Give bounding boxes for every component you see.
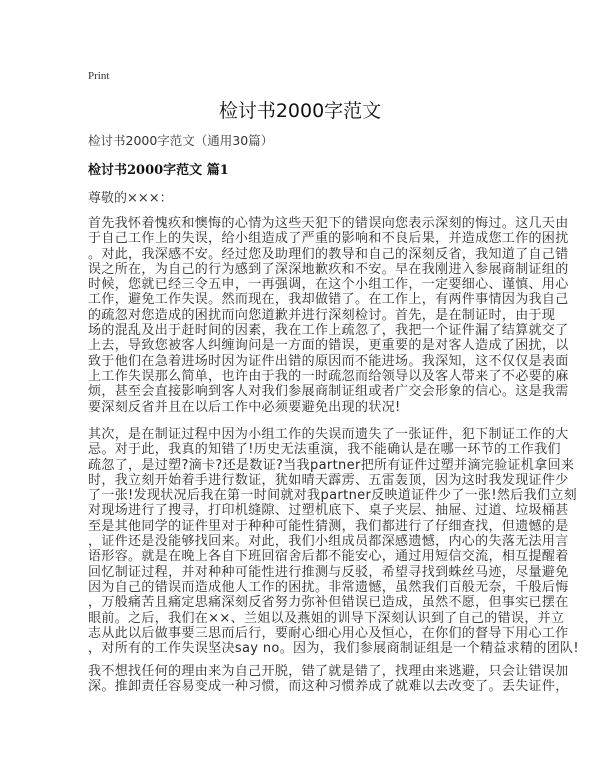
print-link[interactable]: Print: [88, 70, 110, 82]
document-subtitle: 检讨书2000字范文（通用30篇）: [88, 133, 274, 148]
paragraph-line: 眼前。之后，我们在××、兰姐以及燕姐的训导下深刻认识到了自己的错误，并立: [88, 610, 565, 626]
paragraph-line: 要深刻反省并且在以后工作中必须要避免出现的状况!: [88, 399, 401, 415]
paragraph-line: 时候，您就已经三令五申，一再强调，在这个小组工作，一定要细心、谨慎、用心: [88, 277, 569, 293]
paragraph-line: 我不想找任何的理由来为自己开脱，错了就是错了，找理由来逃避，只会让错误加: [88, 664, 569, 679]
paragraph-line: 上工作失误那么简单，也许由于我的一时疏忽而给领导以及客人带来了不必要的麻: [88, 368, 569, 384]
paragraph-line: 回忆制证过程，并对种种可能性进行推测与反驳，希望寻找到蛛丝马迹，尽量避免: [88, 564, 569, 580]
paragraph-line: 工作，避免工作失误。然而现在，我却做错了。在工作上，有两件事情因为我自己: [88, 292, 569, 308]
paragraph-line: 深。推卸责任容易变成一种习惯，而这种习惯养成了就难以去改变了。丢失证件，: [88, 679, 569, 695]
paragraph-line: 对现场进行了搜寻，打印机缝隙、过塑机底下、桌子夹层、抽屉、过道、垃圾桶甚: [88, 503, 569, 519]
paragraph-2: [88, 427, 579, 657]
paragraph-line: ，对所有的工作失误坚决say no。因为，我们参展商制证组是一个精益求精的团队!: [88, 641, 579, 657]
paragraph-line: 上去，导致您被客人纠缠询问是一方面的错误，更重要的是对客人造成了困扰，以: [88, 338, 569, 354]
paragraph-line: 。对此，我深感不安。经过您及助理们的教导和自己的深刻反省，我知道了自己错: [88, 246, 569, 262]
paragraph-line: 时，我立刻开始着手进行数证，犹如晴天霹雳、五雷轰顶，因为这时我发现证件少: [88, 472, 569, 488]
paragraph-line: 首先我怀着愧疚和懊悔的心情为这些天犯下的错误向您表示深刻的悔过。这几天由: [88, 216, 569, 231]
paragraph-line: 其次，是在制证过程中因为小组工作的失误而遗失了一张证件，犯下制证工作的大: [88, 427, 569, 442]
paragraph-line: 疏忽了，是过塑?滴卡?还是数证?当我partner把所有证件过塑并滴完验证机拿回来: [88, 457, 575, 473]
paragraph-line: 语形容。就是在晚上各自下班回宿舍后都不能安心，通过用短信交流，相互提醒着: [88, 549, 569, 565]
paragraph-line: 忌。对于此，我真的知错了!历史无法重演，我不能确认是在哪一环节的工作我们: [88, 442, 561, 458]
paragraph-line: 误之所在，为自己的行为感到了深深地歉疚和不安。早在我刚进入参展商制证组的: [88, 261, 569, 277]
paragraph-line: 于自己工作上的失误，给小组造成了严重的影响和不良后果，并造成您工作的困扰: [88, 231, 569, 247]
paragraph-line: 至是其他同学的证件里对于种种可能性猜测，我们都进行了仔细查找，但遗憾的是: [88, 518, 569, 534]
paragraph-line: 了一张!发现状况后我在第一时间就对我partner反映道证件少了一张!然后我们立刻: [88, 488, 578, 504]
document-title: 检讨书2000字范文: [218, 100, 382, 122]
paragraph-line: ，证件还是没能够找回来。对此，我们小组成员都深感遗憾，内心的失落无法用言: [88, 534, 569, 550]
paragraph-line: ，万般痛苦且痛定思痛深刻反省努力弥补但错误已造成，虽然不愿，但事实已摆在: [88, 595, 569, 611]
paragraph-line: 的疏忽对您造成的困扰而向您道歉并进行深刻检讨。首先，是在制证时，由于现: [88, 307, 556, 323]
paragraph-line: 因为自己的错误而造成他人工作的困扰。非常遗憾，虽然我们百般无奈，千般后悔: [88, 579, 569, 595]
paragraph-line: 场的混乱及出于赶时间的因素，我在工作上疏忽了，我把一个证件漏了结算就交了: [88, 323, 569, 339]
paragraph-line: 烦，甚至会直接影响到客人对我们参展商制证组或者广交会形象的信心。这是我需: [88, 384, 569, 400]
paragraph-3: [88, 664, 569, 695]
paragraph-line: 致于他们在急着进场时因为证件出错的原因而不能进场。我深知，这不仅仅是表面: [88, 353, 569, 369]
section-heading: 检讨书2000字范文 篇1: [88, 163, 229, 178]
paragraph-line: 志从此以后做事要三思而后行，要耐心细心用心及恒心，在你们的督导下用心工作: [88, 625, 569, 641]
salutation: 尊敬的×××：: [88, 191, 173, 206]
paragraph-1: [88, 216, 569, 415]
